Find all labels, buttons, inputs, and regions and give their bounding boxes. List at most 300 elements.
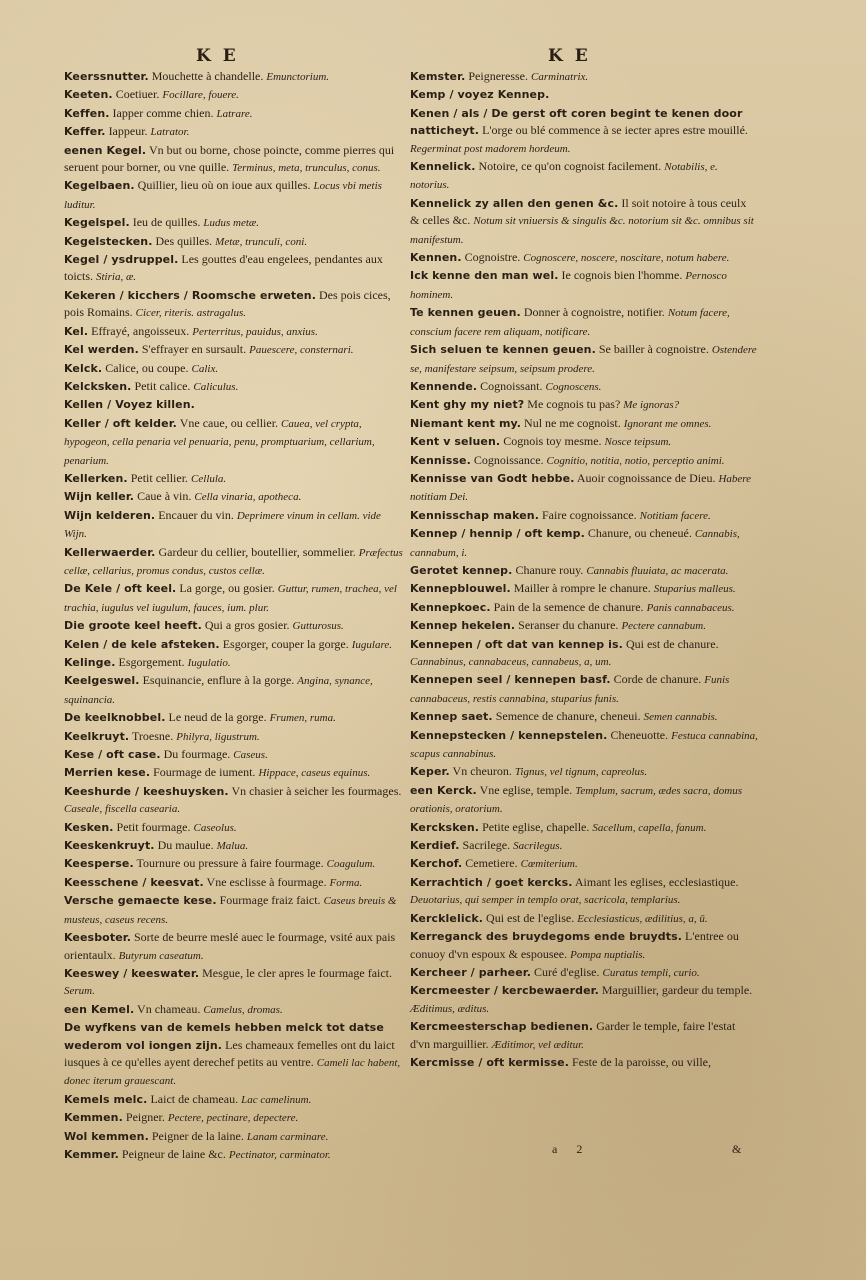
entry-latin: Notum sit vniuersis & singulis &c. notorium sit &c. omnibus sit manifestum.: [410, 215, 754, 246]
entry-headword: Keeskenkruyt.: [64, 839, 155, 853]
entry-french: Sacrilege.: [459, 838, 514, 853]
entry-latin: Calix.: [191, 362, 219, 375]
entry-headword: Kellen / Voyez killen.: [64, 398, 195, 412]
entry-latin: Præfectus cellæ, cellarius, promus condus, custos cellæ.: [64, 546, 403, 577]
dictionary-entry: [410, 452, 758, 470]
entry-french: Cognois toy mesme.: [500, 434, 605, 449]
dictionary-entry: [64, 1109, 406, 1127]
entry-latin: Ludus metæ.: [203, 217, 260, 230]
dictionary-entry: [64, 764, 406, 782]
dictionary-entry: [410, 86, 758, 104]
dictionary-entry: [64, 965, 406, 1001]
entry-french: Corde de chanure.: [610, 672, 705, 687]
dictionary-entry: [410, 837, 758, 855]
entry-latin: Æditimor, vel æditur.: [491, 1038, 584, 1051]
entry-french: Aimant les eglises, ecclesiastique.: [572, 874, 739, 889]
entry-headword: Kel werden.: [64, 343, 139, 357]
entry-french: L'orge ou blé commence à se iecter apres estre mouillé.: [479, 123, 748, 138]
entry-french: Caue à vin.: [134, 489, 195, 504]
entry-latin: Gutturosus.: [292, 620, 344, 633]
entry-french: Petit calice.: [131, 378, 194, 393]
entry-latin: Cannabis, cannabum, i.: [410, 528, 740, 559]
entry-latin: Habere notitiam Dei.: [410, 472, 752, 504]
entry-headword: Keelgeswel.: [64, 674, 140, 688]
entry-latin: Cella vinaria, apotheca.: [194, 491, 302, 504]
entry-latin: Coagulum.: [326, 858, 376, 871]
dictionary-entry: [64, 783, 406, 819]
entry-headword: Kegelspel.: [64, 216, 130, 230]
entry-french: Chanure, ou cheneué.: [584, 526, 695, 541]
entry-latin: Curatus templi, curio.: [602, 966, 700, 979]
entry-latin: Pectinator, carminator.: [228, 1148, 331, 1161]
dictionary-entry: [410, 928, 758, 964]
entry-headword: De keelknobbel.: [64, 711, 166, 725]
entry-headword: Keffer.: [64, 125, 106, 139]
entry-headword: Kennen.: [410, 251, 462, 265]
entry-headword: Kegelbaen.: [64, 179, 135, 193]
entry-latin: Deuotarius, qui semper in templo orat, sacricola, templarius.: [410, 894, 681, 907]
entry-latin: Deprimere vinum in cellam. vide Wijn.: [64, 509, 381, 541]
entry-french: Esquinancie, enflure à la gorge.: [139, 673, 298, 688]
entry-french: Mouchette à chandelle.: [148, 69, 267, 83]
dictionary-entry: [64, 654, 406, 672]
entry-french: Notoire, ce qu'on cognoist facilement.: [475, 159, 665, 174]
left-column: [64, 68, 406, 1164]
entry-latin: Caseale, fiscella casearia.: [64, 803, 181, 816]
entry-headword: Kercmeesterschap bedienen.: [410, 1020, 594, 1034]
entry-headword: Kelck.: [64, 361, 103, 375]
entry-headword: Kel.: [64, 324, 89, 338]
entry-headword: Te kennen geuen.: [410, 306, 521, 320]
entry-headword: Kellerwaerder.: [64, 545, 156, 559]
dictionary-entry: [64, 233, 406, 251]
entry-french: Effrayé, angoisseux.: [88, 323, 193, 338]
dictionary-entry: [64, 323, 406, 341]
dictionary-entry: [64, 488, 406, 506]
entry-french: Chanure rouy.: [512, 562, 587, 577]
entry-headword: Kegelstecken.: [64, 234, 153, 248]
entry-latin: Terminus, meta, trunculus, conus.: [232, 162, 381, 175]
entry-latin: Iugulare.: [351, 638, 392, 651]
entry-headword: Keesperse.: [64, 857, 134, 871]
dictionary-entry: [64, 68, 406, 86]
entry-latin: Tignus, vel tignum, capreolus.: [514, 766, 648, 779]
entry-latin: Sacellum, capella, fanum.: [592, 821, 707, 834]
running-header-right: K E: [548, 46, 591, 66]
dictionary-entry: [410, 636, 758, 672]
entry-headword: Niemant kent my.: [410, 416, 522, 430]
entry-headword: Keesschene / keesvat.: [64, 875, 204, 889]
dictionary-entry: [64, 507, 406, 544]
dictionary-entry: [64, 251, 406, 287]
entry-headword: Kegel / ysdruppel.: [64, 253, 179, 267]
entry-latin: Perterritus, pauidus, anxius.: [192, 325, 318, 338]
entry-latin: Cameli lac habent, donec iterum grauescant.: [64, 1056, 401, 1088]
entry-latin: Pompa nuptialis.: [570, 948, 646, 961]
entry-latin: Sacrilegus.: [513, 840, 563, 853]
dictionary-entry: [410, 1018, 758, 1054]
dictionary-entry: [410, 195, 758, 249]
entry-latin: Pectere cannabum.: [621, 620, 706, 633]
entry-latin: Cognitio, notitia, notio, perceptio animi.: [546, 454, 725, 467]
dictionary-entry: [410, 580, 758, 598]
entry-french: Encauer du vin.: [155, 507, 237, 522]
entry-latin: Cannabinus, cannabaceus, cannabeus, a, um.: [410, 656, 612, 668]
entry-headword: Kerrachtich / goet kercks.: [410, 875, 573, 889]
entry-latin: Locus vbi metis luditur.: [64, 180, 382, 211]
entry-latin: Malua.: [216, 840, 249, 853]
entry-headword: Keerssnutter.: [64, 70, 149, 83]
entry-headword: Kemmen.: [64, 1111, 123, 1125]
entry-headword: Kese / oft case.: [64, 748, 161, 762]
dictionary-entry: [410, 396, 758, 414]
dictionary-entry: [410, 249, 758, 267]
entry-french: Troesne.: [129, 728, 177, 743]
entry-latin: Caseus breuis & musteus, caseus recens.: [64, 895, 397, 926]
entry-latin: Templum, sacrum, ædes sacra, domus orationis, oratorium.: [410, 784, 742, 816]
entry-french: Peigner de la laine.: [148, 1128, 247, 1143]
entry-french: Les chameaux femelles ont du laict iusques à ce qu'elles ayent derechef petits au ventre.: [64, 1037, 395, 1069]
entry-french: Marguillier, gardeur du temple.: [598, 983, 753, 998]
dictionary-entry: [410, 507, 758, 525]
dictionary-entry: [64, 1146, 406, 1164]
entry-french: Semence de chanure, cheneui.: [492, 709, 644, 724]
entry-latin: Æditimus, æditus.: [410, 1002, 490, 1015]
dictionary-entry: [410, 855, 758, 873]
entry-headword: Kenen / als / De gerst oft coren begint te kenen door natticheyt.: [410, 106, 743, 138]
entry-french: Petite eglise, chapelle.: [479, 819, 593, 834]
entry-french: Vn chasier à seicher les fourmages.: [228, 783, 402, 798]
entry-french: Iapper comme chien.: [109, 105, 217, 120]
dictionary-entry: [410, 763, 758, 781]
entry-french: Iappeur.: [105, 124, 151, 139]
entry-headword: Kelinge.: [64, 656, 116, 669]
entry-latin: Guttur, rumen, trachea, vel trachia, iugulus vel iugulum, fauces, ium. plur.: [64, 583, 397, 614]
dictionary-entry: [410, 304, 758, 341]
entry-latin: Lac camelinum.: [241, 1093, 312, 1106]
entry-latin: Iugulatio.: [187, 657, 231, 669]
entry-latin: Focillare, fouere.: [162, 89, 239, 102]
dictionary-entry: [64, 105, 406, 123]
entry-headword: Kelcksken.: [64, 379, 132, 393]
entry-french: Nul ne me cognoist.: [521, 415, 624, 430]
entry-headword: Kelen / de kele afsteken.: [64, 637, 220, 651]
entry-headword: Kennepen / oft dat van kennep is.: [410, 637, 623, 651]
dictionary-entry: [64, 617, 406, 635]
entry-headword: Kemels melc.: [64, 1092, 148, 1106]
entry-headword: Kerchof.: [410, 857, 463, 871]
entry-headword: Kennep hekelen.: [410, 619, 516, 633]
entry-headword: Keller / oft kelder.: [64, 416, 177, 430]
entry-latin: Me ignoras?: [623, 399, 680, 412]
entry-french: Esgorger, couper la gorge.: [219, 636, 352, 651]
dictionary-entry: [64, 819, 406, 837]
entry-latin: Notum facere, conscium facere rem aliquam, notificare.: [410, 307, 730, 338]
entry-french: Vn but ou borne, chose poincte, comme pierres qui seruent pour borner, ou vne quille.: [64, 142, 395, 175]
entry-latin: Angina, synance, squinancia.: [64, 675, 373, 706]
entry-headword: Sich seluen te kennen geuen.: [410, 343, 596, 357]
dictionary-entry: [410, 819, 758, 837]
entry-latin: Forma.: [329, 876, 363, 889]
entry-headword: Kennep saet.: [410, 710, 493, 724]
dictionary-entry: [410, 470, 758, 507]
entry-french: Du fourmage.: [160, 747, 234, 762]
dictionary-entry: [410, 341, 758, 378]
entry-latin: Latrare.: [216, 107, 253, 120]
dictionary-entry: [410, 105, 758, 158]
entry-latin: Hippace, caseus equinus.: [258, 767, 371, 780]
dictionary-entry: [64, 544, 406, 581]
entry-french: Calice, ou coupe.: [102, 360, 192, 375]
entry-latin: Frumen, ruma.: [269, 712, 336, 725]
entry-french: Cemetiere.: [462, 856, 521, 871]
entry-headword: Keper.: [410, 765, 450, 779]
entry-headword: Kemmer.: [64, 1147, 119, 1161]
entry-headword: Merrien kese.: [64, 766, 151, 780]
dictionary-entry: [64, 580, 406, 617]
entry-french: Du maulue.: [154, 838, 217, 853]
entry-french: Sorte de beurre meslé auec le fourmage, vsité aux pais orientaulx.: [64, 930, 396, 962]
entry-latin: Festuca cannabina, scapus cannabinus.: [410, 729, 758, 761]
entry-latin: Cœmiterium.: [520, 858, 578, 871]
entry-french: Mesgue, le cler apres le fourmage faict.: [199, 965, 393, 980]
dictionary-entry: [64, 1091, 406, 1109]
entry-headword: Kennisse van Godt hebbe.: [410, 471, 575, 485]
entry-headword: Kellerken.: [64, 471, 128, 485]
entry-french: Tournure ou pressure à faire fourmage.: [133, 856, 327, 871]
entry-french: Me cognois tu pas?: [524, 397, 624, 412]
entry-headword: Ick kenne den man wel.: [410, 269, 559, 283]
dictionary-entry: [64, 287, 406, 323]
entry-french: Fourmage fraiz faict.: [216, 893, 324, 908]
entry-french: Cheneuotte.: [607, 727, 672, 742]
dictionary-entry: [410, 671, 758, 708]
entry-french: Esgorgement.: [115, 655, 188, 669]
entry-latin: Stuparius malleus.: [653, 583, 736, 596]
dictionary-entry: [410, 982, 758, 1018]
entry-latin: Caliculus.: [193, 380, 239, 393]
entry-headword: Wijn keller.: [64, 490, 135, 504]
dictionary-entry: [410, 68, 758, 86]
entry-latin: Cannabis fluuiata, ac macerata.: [586, 564, 729, 577]
entry-latin: Cognoscere, noscere, noscitare, notum habere.: [523, 252, 730, 265]
entry-headword: Kennelick.: [410, 160, 476, 174]
dictionary-entry: [64, 378, 406, 396]
entry-latin: Caseolus.: [193, 821, 237, 834]
dictionary-entry: [64, 142, 406, 178]
entry-headword: Keesboter.: [64, 931, 131, 945]
entry-headword: Keeswey / keeswater.: [64, 966, 200, 980]
entry-latin: Carminatrix.: [531, 71, 589, 83]
dictionary-entry: [410, 727, 758, 764]
entry-headword: Keelkruyt.: [64, 729, 130, 743]
entry-latin: Caseus.: [233, 749, 268, 762]
entry-french: Donner à cognoistre, notifier.: [520, 305, 668, 320]
dictionary-entry: [64, 86, 406, 104]
dictionary-entry: [64, 746, 406, 764]
entry-french: Coetiuer.: [112, 87, 163, 102]
entry-french: Vn chameau.: [134, 1001, 204, 1016]
entry-headword: Wol kemmen.: [64, 1129, 149, 1143]
dictionary-entry: [410, 433, 758, 451]
signature-mark: a 2: [552, 1142, 591, 1156]
entry-headword: De wyfkens van de kemels hebben melck tot datse wederom vol iongen zijn.: [64, 1021, 384, 1052]
dictionary-entry: [410, 1054, 758, 1072]
entry-headword: Kennende.: [410, 379, 478, 393]
entry-headword: Kent ghy my niet?: [410, 398, 525, 412]
entry-french: Des quilles.: [152, 233, 216, 248]
entry-french: Mailler à rompre le chanure.: [510, 581, 654, 596]
dictionary-entry: [410, 525, 758, 562]
dictionary-entry: [410, 599, 758, 617]
entry-french: Qui est de l'eglise.: [483, 910, 578, 925]
entry-french: Petit cellier.: [127, 470, 192, 485]
entry-headword: Kercksken.: [410, 820, 480, 834]
entry-latin: Nosce teipsum.: [604, 436, 672, 449]
entry-french: Vne caue, ou cellier.: [176, 415, 282, 430]
entry-latin: Pernosco hominem.: [410, 270, 727, 301]
entry-latin: Stiria, æ.: [96, 271, 137, 284]
entry-french: Auoir cognoissance de Dieu.: [574, 470, 719, 485]
dictionary-entry: [64, 636, 406, 654]
entry-french: Ieu de quilles.: [129, 215, 204, 230]
entry-latin: Cauea, vel crypta, hypogeon, cella penaria vel penuaria, penu, promptuarium, cellarium, penarium.: [64, 417, 375, 467]
entry-french: Cognoissant.: [477, 378, 546, 393]
entry-headword: Kemp / voyez Kennep.: [410, 88, 550, 102]
entry-french: Vne eglise, temple.: [476, 782, 576, 797]
entry-latin: Lanam carminare.: [246, 1130, 329, 1143]
dictionary-entry: [64, 892, 406, 929]
dictionary-entry: [410, 617, 758, 635]
entry-headword: Kekeren / kicchers / Roomsche erweten.: [64, 288, 317, 302]
dictionary-entry: [64, 672, 406, 709]
dictionary-entry: [64, 1019, 406, 1091]
entry-french: Qui est de chanure.: [622, 636, 719, 651]
entry-french: Curé d'eglise.: [531, 964, 603, 979]
entry-french: Pain de la semence de chanure.: [490, 599, 647, 614]
entry-french: Des pois cices, pois Romains.: [64, 287, 391, 320]
entry-headword: Wijn kelderen.: [64, 508, 156, 522]
dictionary-entry: [64, 855, 406, 873]
entry-french: Se bailler à cognoistre.: [595, 342, 712, 357]
entry-headword: Kennisse.: [410, 453, 471, 467]
entry-latin: Pauescere, consternari.: [249, 344, 354, 357]
entry-headword: Kercmisse / oft kermisse.: [410, 1055, 570, 1069]
entry-headword: Gerotet kennep.: [410, 563, 513, 577]
entry-latin: Ostendere se, manifestare seipsum, seipsum prodere.: [410, 344, 757, 375]
entry-headword: Kent v seluen.: [410, 435, 501, 449]
entry-french: Fourmage de iument.: [150, 765, 259, 780]
entry-headword: Kennelick zy allen den genen &c.: [410, 196, 619, 210]
entry-french: La gorge, ou gosier.: [176, 581, 278, 596]
dictionary-entry: [64, 341, 406, 359]
entry-headword: Kerreganck des bruydegoms ende bruydts.: [410, 930, 683, 944]
dictionary-entry: [64, 728, 406, 746]
dictionary-entry: [410, 708, 758, 726]
right-column: [410, 68, 758, 1072]
entry-french: Faire cognoissance.: [538, 507, 640, 522]
dictionary-entry: [410, 964, 758, 982]
entry-latin: Cognoscens.: [545, 380, 602, 393]
entry-french: Seranser du chanure.: [515, 618, 622, 633]
entry-latin: Cicer, riteris. astragalus.: [135, 307, 246, 320]
entry-latin: Semen cannabis.: [643, 711, 718, 724]
dictionary-entry: [410, 267, 758, 304]
entry-latin: Serum.: [64, 985, 95, 998]
entry-latin: Butyrum caseatum.: [118, 949, 204, 962]
entry-headword: Keffen.: [64, 106, 110, 120]
entry-headword: Kennisschap maken.: [410, 508, 539, 522]
entry-french: Le neud de la gorge.: [165, 710, 270, 725]
entry-latin: Cellula.: [191, 472, 227, 485]
entry-french: Quillier, lieu où on ioue aux quilles.: [134, 178, 314, 193]
dictionary-entry: [64, 214, 406, 232]
running-header-left: K E: [196, 46, 239, 66]
entry-latin: Panis cannabaceus.: [646, 601, 735, 614]
entry-latin: Latrator.: [150, 126, 190, 139]
entry-french: Laict de chameau.: [147, 1091, 242, 1106]
entry-french: Feste de la paroisse, ou ville,: [569, 1054, 711, 1069]
entry-french: Vn cheuron.: [449, 764, 515, 779]
dictionary-entry: [410, 910, 758, 928]
entry-headword: Kercklelick.: [410, 911, 484, 925]
entry-latin: Metæ, trunculi, coni.: [215, 235, 308, 248]
dictionary-entry: [64, 837, 406, 855]
dictionary-entry: [64, 415, 406, 470]
entry-headword: een Kerck.: [410, 783, 477, 797]
dictionary-entry: [64, 177, 406, 214]
dictionary-entry: [64, 396, 406, 414]
catchword: &: [732, 1142, 742, 1156]
entry-latin: Pectere, pectinare, depectere.: [167, 1112, 299, 1125]
entry-headword: een Kemel.: [64, 1002, 135, 1016]
dictionary-entry: [64, 1128, 406, 1146]
entry-french: L'entree ou conuoy d'vn espoux & espousee.: [410, 929, 739, 961]
entry-latin: Notabilis, e. notorius.: [410, 161, 718, 192]
entry-french: Cognoissance.: [470, 452, 547, 467]
entry-headword: De Kele / oft keel.: [64, 582, 177, 596]
dictionary-entry: [64, 123, 406, 141]
entry-headword: Kesken.: [64, 820, 114, 834]
entry-latin: Philyra, ligustrum.: [176, 730, 260, 743]
dictionary-entry: [64, 1001, 406, 1019]
entry-french: Les gouttes d'eau engelees, pendantes aux toicts.: [64, 252, 383, 284]
entry-headword: Kemster.: [410, 70, 466, 83]
dictionary-entry: [410, 562, 758, 580]
entry-latin: Ignorant me omnes.: [623, 417, 712, 430]
entry-headword: Kennep / hennip / oft kemp.: [410, 527, 585, 541]
dictionary-entry: [64, 874, 406, 892]
dictionary-entry: [64, 360, 406, 378]
entry-french: Garder le temple, faire l'estat d'vn marguillier.: [410, 1019, 736, 1051]
entry-headword: Versche gemaecte kese.: [64, 894, 217, 908]
dictionary-entry: [64, 470, 406, 488]
dictionary-entry: [410, 415, 758, 433]
entry-headword: Keeten.: [64, 88, 113, 102]
entry-latin: Regerminat post madorem hordeum.: [410, 142, 571, 155]
entry-french: Peigner.: [122, 1110, 168, 1125]
dictionary-entry: [410, 782, 758, 819]
entry-french: Peigneur de laine &c.: [118, 1146, 229, 1161]
entry-latin: Emunctorium.: [266, 71, 330, 83]
entry-headword: eenen Kegel.: [64, 143, 147, 157]
dictionary-entry: [64, 929, 406, 965]
entry-headword: Kennepblouwel.: [410, 582, 511, 596]
entry-french: Il soit notoire à tous ceulx & celles &c.: [410, 195, 747, 228]
entry-french: Cognoistre.: [461, 250, 524, 265]
entry-french: S'effrayer en sursault.: [138, 342, 250, 357]
entry-headword: Kercheer / parheer.: [410, 965, 531, 979]
